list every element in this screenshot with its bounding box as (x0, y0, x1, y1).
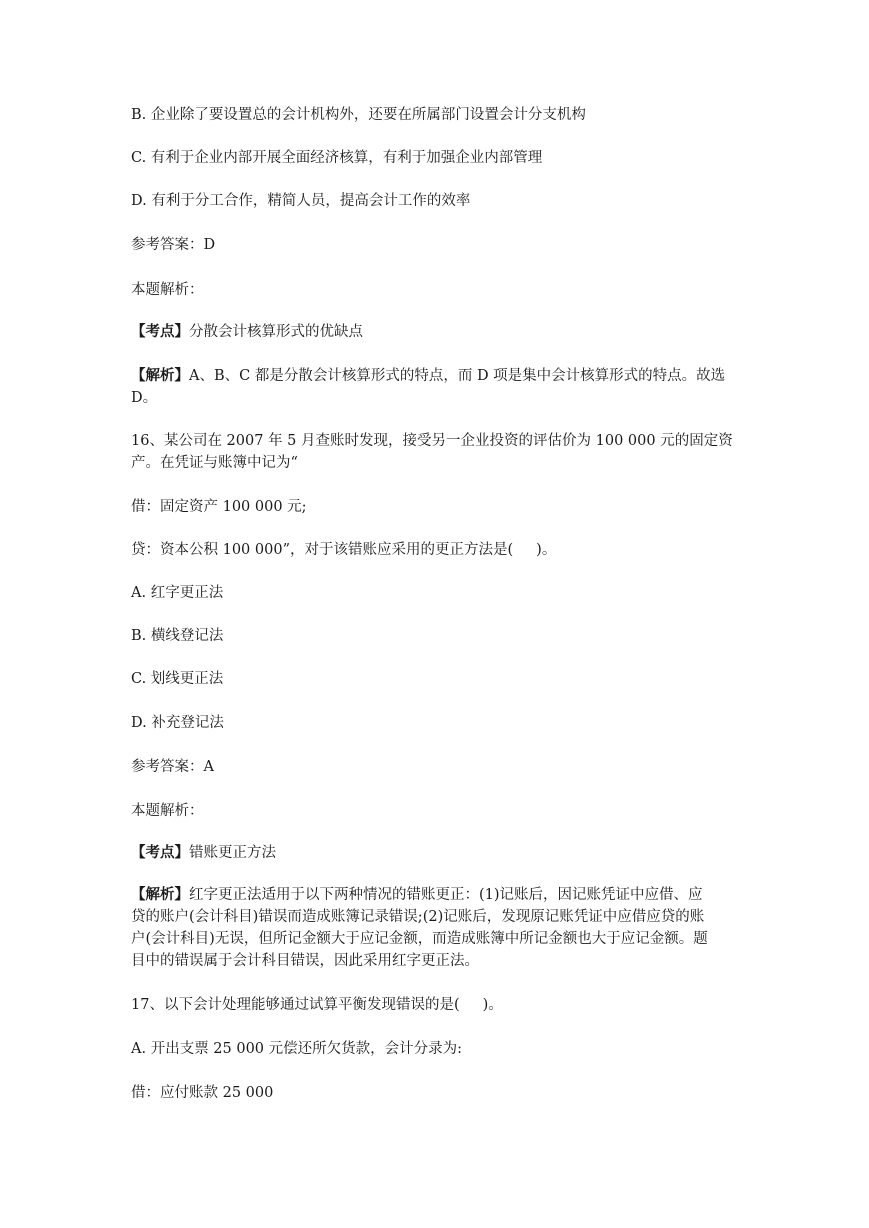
jiexi-line-1 (131, 365, 746, 387)
option-b: B. 企业除了要设置总的会计机构外，还要在所属部门设置会计分支机构 (131, 107, 586, 123)
kaodian (131, 321, 746, 343)
q16-option-c: C. 划线更正法 (131, 671, 224, 687)
jiexi-text: A、B、C 都是分散会计核算形式的特点，而 D 项是集中会计核算形式的特点。故选 (189, 368, 726, 384)
q16-stem-line-2: 产。在凭证与账簿中记为“ (131, 455, 298, 471)
q16-option-b: B. 横线登记法 (131, 628, 224, 644)
q16-debit: 借：固定资产 100 000 元; (131, 499, 307, 515)
jiexi-tag: 【解析】 (131, 367, 189, 384)
q16-reference-answer: 参考答案：A (131, 759, 214, 775)
q16-stem-line-1: 16、某公司在 2007 年 5 月查账时发现，接受另一企业投资的评估价为 100 000 元的固定资 (131, 433, 733, 449)
q16-jiexi-line-1 (131, 884, 746, 906)
kaodian-tag: 【考点】 (131, 844, 189, 861)
q16-option-d: D. 补充登记法 (131, 715, 224, 731)
jiexi-text: 红字更正法适用于以下两种情况的错账更正：(1)记账后，因记账凭证中应借、应 (189, 887, 703, 903)
q16-kaodian (131, 842, 746, 864)
option-d: D. 有利于分工合作，精简人员，提高会计工作的效率 (131, 193, 471, 209)
q16-option-a: A. 红字更正法 (131, 585, 224, 601)
q17-debit: 借：应付账款 25 000 (131, 1085, 274, 1101)
jiexi-tag: 【解析】 (131, 886, 189, 903)
kaodian-text: 分散会计核算形式的优缺点 (189, 324, 363, 340)
q16-analysis-title: 本题解析： (131, 803, 204, 819)
q16-jiexi-line-3: 户(会计科目)无误，但所记金额大于应记金额，而造成账簿中所记金额也大于应记金额。题 (131, 931, 708, 947)
jiexi-line-2: D。 (131, 390, 158, 406)
q17-stem: 17、以下会计处理能够通过试算平衡发现错误的是( )。 (131, 997, 503, 1013)
q16-jiexi-line-2: 贷的账户(会计科目)错误而造成账簿记录错误;(2)记账后，发现原记账凭证中应借应贷的账 (131, 909, 705, 925)
kaodian-tag: 【考点】 (131, 323, 189, 340)
q17-option-a: A. 开出支票 25 000 元偿还所欠货款，会计分录为: (131, 1041, 463, 1057)
reference-answer: 参考答案：D (131, 237, 216, 253)
analysis-title: 本题解析： (131, 282, 204, 298)
kaodian-text: 错账更正方法 (189, 845, 276, 861)
q16-jiexi-line-4: 目中的错误属于会计科目错误，因此采用红字更正法。 (131, 953, 479, 969)
q16-credit: 贷：资本公积 100 000”，对于该错账应采用的更正方法是( )。 (131, 542, 557, 558)
option-c: C. 有利于企业内部开展全面经济核算，有利于加强企业内部管理 (131, 150, 543, 166)
